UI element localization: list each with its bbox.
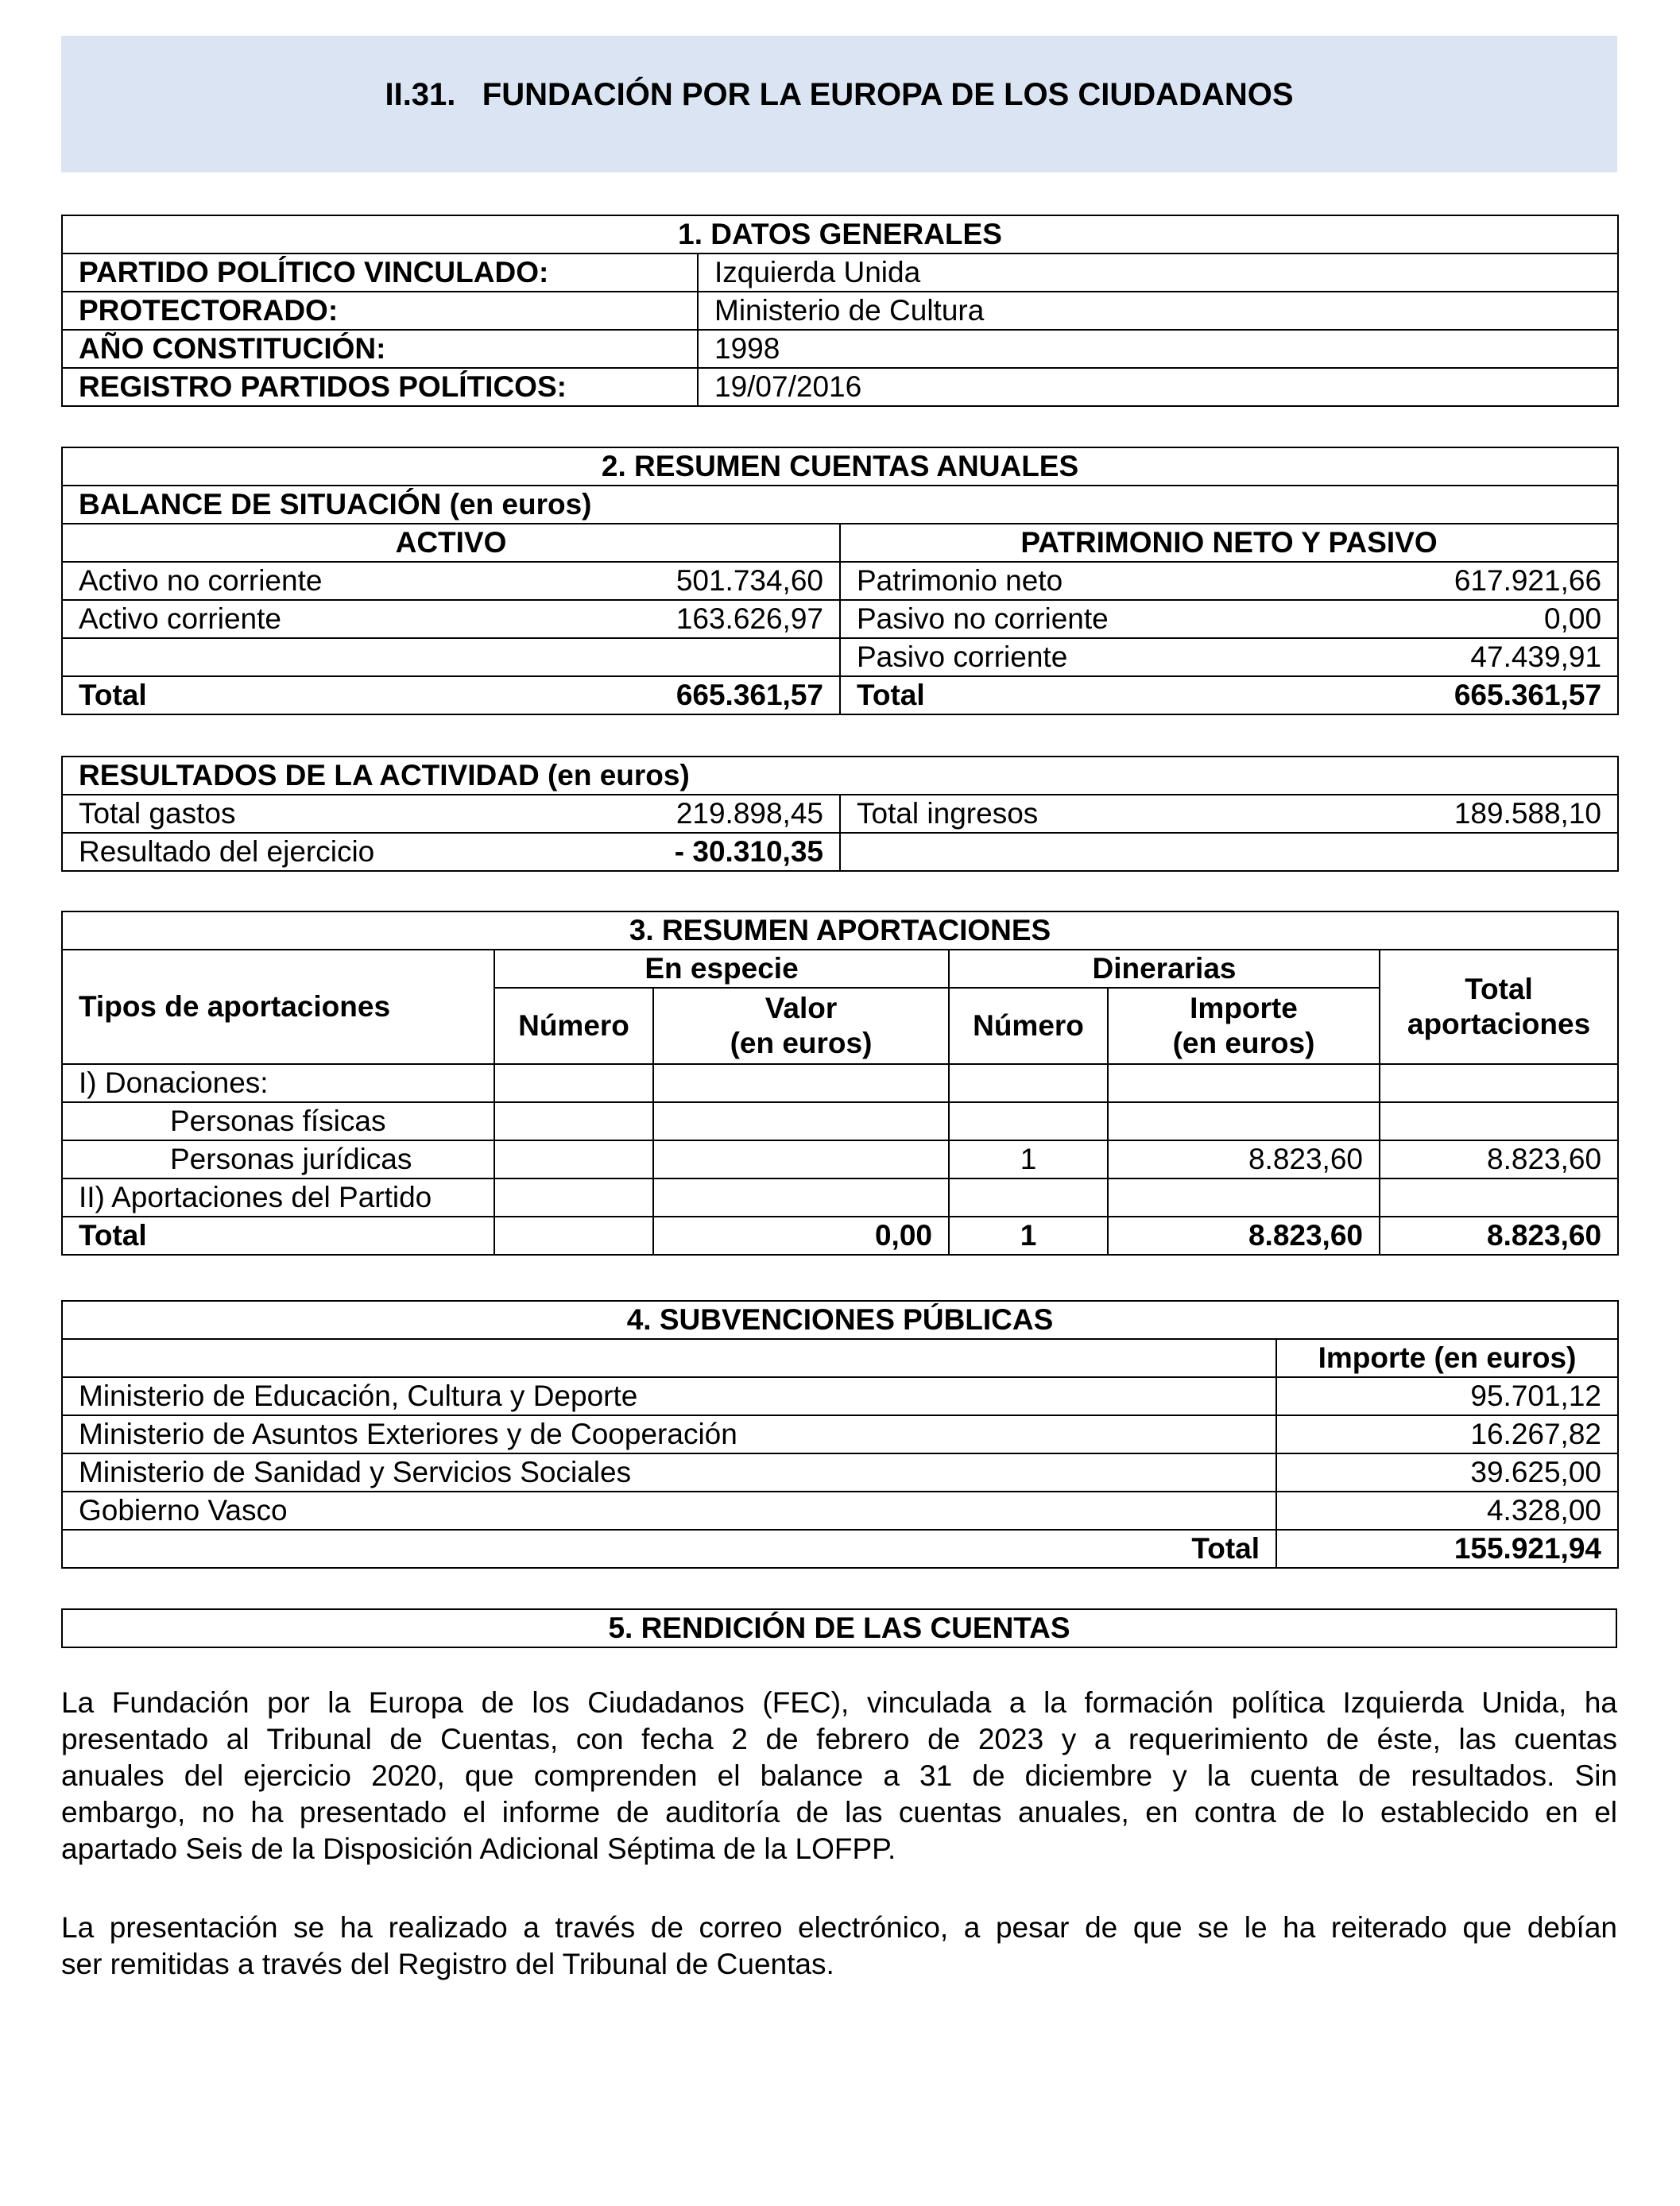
table-row — [62, 1140, 1618, 1178]
entidad-label: Ministerio de Asuntos Exteriores y de Cooperación — [62, 1415, 1276, 1453]
activo-label: Activo no corriente — [62, 562, 646, 600]
importe-value: 16.267,82 — [1276, 1415, 1618, 1453]
rendicion-paragraph-1 — [61, 1685, 1617, 1867]
group-en-especie: En especie — [494, 950, 949, 988]
tipo-label: II) Aportaciones del Partido — [62, 1178, 494, 1217]
total-importe: 8.823,60 — [1108, 1217, 1380, 1255]
numero-especie — [494, 1140, 653, 1178]
table-row — [62, 638, 1618, 676]
aportaciones-table — [61, 911, 1619, 1256]
balance-section-heading: 2. RESUMEN CUENTAS ANUALES — [62, 447, 1618, 486]
table-row-total — [62, 1530, 1618, 1568]
pasivo-label: Pasivo corriente — [840, 638, 1388, 676]
total-valor: 0,00 — [653, 1217, 949, 1255]
importe — [1108, 1178, 1380, 1217]
table-row — [62, 562, 1618, 600]
tipo-label: I) Donaciones: — [62, 1064, 494, 1102]
paragraph-line: embargo, no ha presentado el informe de auditoría de las cuentas anuales, en contra de lo establecido en el — [61, 1796, 1617, 1829]
resultados-table — [61, 756, 1619, 872]
tipo-label: Personas físicas — [62, 1102, 494, 1140]
col-tipos-aportaciones: Tipos de aportaciones — [62, 950, 494, 1064]
col-importe-line1: Importe — [1190, 992, 1298, 1024]
col-importe — [1108, 988, 1380, 1064]
total-aportaciones — [1380, 1178, 1618, 1217]
subvenciones-heading: 4. SUBVENCIONES PÚBLICAS — [62, 1301, 1618, 1339]
empty-cell — [840, 833, 1618, 871]
pasivo-label: Patrimonio neto — [840, 562, 1388, 600]
ingresos-value: 189.588,10 — [1388, 795, 1618, 833]
table-row — [62, 1102, 1618, 1140]
ingresos-label: Total ingresos — [840, 795, 1388, 833]
activo-value: 501.734,60 — [646, 562, 840, 600]
numero-dinerarias — [949, 1178, 1108, 1217]
col-valor-line2: (en euros) — [730, 1027, 873, 1059]
pasivo-header: PATRIMONIO NETO Y PASIVO — [840, 524, 1618, 562]
row-value: 19/07/2016 — [698, 368, 1618, 406]
group-dinerarias: Dinerarias — [949, 950, 1380, 988]
table-row — [62, 1064, 1618, 1102]
importe-value: 39.625,00 — [1276, 1453, 1618, 1492]
col-total-aportaciones — [1380, 950, 1618, 1064]
paragraph-line: anuales del ejercicio 2020, que comprenden el balance a 31 de diciembre y la cuenta de resultados. Sin — [61, 1759, 1617, 1792]
activo-total-value: 665.361,57 — [646, 676, 840, 714]
table-row — [62, 368, 1618, 406]
pasivo-value: 617.921,66 — [1388, 562, 1618, 600]
activo-value — [646, 638, 840, 676]
paragraph-line: presentado al Tribunal de Cuentas, con fecha 2 de febrero de 2023 y a requerimiento de éste, las cuentas — [61, 1723, 1617, 1755]
importe — [1108, 1064, 1380, 1102]
page-title: II.31. FUNDACIÓN POR LA EUROPA DE LOS CIUDADANOS — [385, 77, 1294, 112]
rendicion-table — [61, 1608, 1617, 1648]
total-total-aportaciones: 8.823,60 — [1380, 1217, 1618, 1255]
table-row — [62, 1377, 1618, 1415]
importe-value: 4.328,00 — [1276, 1492, 1618, 1530]
row-label: PROTECTORADO: — [62, 292, 698, 330]
row-value: Ministerio de Cultura — [698, 292, 1618, 330]
paragraph-line: La Fundación por la Europa de los Ciudadanos (FEC), vinculada a la formación política Izquierda Unida, ha — [61, 1686, 1617, 1719]
total-numero-especie — [494, 1217, 653, 1255]
paragraph-line: ser remitidas a través del Registro del Tribunal de Cuentas. — [61, 1948, 834, 1980]
paragraph-line: apartado Seis de la Disposición Adicional Séptima de la LOFPP. — [61, 1833, 896, 1865]
table-row — [62, 1492, 1618, 1530]
valor — [653, 1178, 949, 1217]
resultado-label: Resultado del ejercicio — [62, 833, 634, 871]
activo-header: ACTIVO — [62, 524, 840, 562]
col-numero-especie: Número — [494, 988, 653, 1064]
aportaciones-heading: 3. RESUMEN APORTACIONES — [62, 911, 1618, 950]
numero-especie — [494, 1178, 653, 1217]
total-numero-dinerarias: 1 — [949, 1217, 1108, 1255]
table-row-total — [62, 676, 1618, 714]
col-numero-dinerarias: Número — [949, 988, 1108, 1064]
empty-cell — [62, 1339, 1276, 1377]
col-valor-line1: Valor — [765, 992, 838, 1024]
valor — [653, 1140, 949, 1178]
pasivo-total-label: Total — [840, 676, 1388, 714]
pasivo-value: 47.439,91 — [1388, 638, 1618, 676]
balance-subheading: BALANCE DE SITUACIÓN (en euros) — [62, 486, 1618, 524]
datos-generales-table — [61, 215, 1619, 407]
pasivo-value: 0,00 — [1388, 600, 1618, 638]
table-row — [62, 253, 1618, 292]
importe — [1108, 1102, 1380, 1140]
col-importe-euros: Importe (en euros) — [1276, 1339, 1618, 1377]
table-row-total — [62, 1217, 1618, 1255]
importe-value: 95.701,12 — [1276, 1377, 1618, 1415]
row-label: AÑO CONSTITUCIÓN: — [62, 330, 698, 368]
col-total-line1: Total — [1465, 973, 1533, 1005]
col-total-line2: aportaciones — [1407, 1008, 1591, 1040]
numero-especie — [494, 1064, 653, 1102]
datos-generales-heading: 1. DATOS GENERALES — [62, 215, 1618, 253]
numero-dinerarias — [949, 1064, 1108, 1102]
valor — [653, 1064, 949, 1102]
rendicion-paragraph-2 — [61, 1910, 1617, 1983]
numero-especie — [494, 1102, 653, 1140]
pasivo-total-value: 665.361,57 — [1388, 676, 1618, 714]
table-row — [62, 600, 1618, 638]
table-row — [62, 795, 1618, 833]
row-label: PARTIDO POLÍTICO VINCULADO: — [62, 253, 698, 292]
gastos-value: 219.898,45 — [634, 795, 840, 833]
numero-dinerarias: 1 — [949, 1140, 1108, 1178]
table-row — [62, 1453, 1618, 1492]
gastos-label: Total gastos — [62, 795, 634, 833]
table-row — [62, 1415, 1618, 1453]
section-banner — [61, 36, 1617, 172]
row-value: Izquierda Unida — [698, 253, 1618, 292]
total-aportaciones — [1380, 1064, 1618, 1102]
entidad-label: Ministerio de Sanidad y Servicios Sociales — [62, 1453, 1276, 1492]
subvenciones-total-value: 155.921,94 — [1276, 1530, 1618, 1568]
balance-table — [61, 447, 1619, 715]
importe: 8.823,60 — [1108, 1140, 1380, 1178]
total-aportaciones: 8.823,60 — [1380, 1140, 1618, 1178]
total-aportaciones — [1380, 1102, 1618, 1140]
activo-total-label: Total — [62, 676, 646, 714]
table-row — [62, 1178, 1618, 1217]
col-importe-line2: (en euros) — [1172, 1027, 1315, 1059]
resultados-heading: RESULTADOS DE LA ACTIVIDAD (en euros) — [62, 757, 1618, 795]
pasivo-label: Pasivo no corriente — [840, 600, 1388, 638]
entidad-label: Ministerio de Educación, Cultura y Deporte — [62, 1377, 1276, 1415]
valor — [653, 1102, 949, 1140]
activo-label — [62, 638, 646, 676]
total-label: Total — [62, 1217, 494, 1255]
activo-value: 163.626,97 — [646, 600, 840, 638]
table-row — [62, 292, 1618, 330]
resultado-value: - 30.310,35 — [634, 833, 840, 871]
subvenciones-table — [61, 1300, 1619, 1569]
paragraph-line: La presentación se ha realizado a través de correo electrónico, a pesar de que se le ha reiterado que debían — [61, 1911, 1617, 1944]
entidad-label: Gobierno Vasco — [62, 1492, 1276, 1530]
row-value: 1998 — [698, 330, 1618, 368]
activo-label: Activo corriente — [62, 600, 646, 638]
tipo-label: Personas jurídicas — [62, 1140, 494, 1178]
table-row — [62, 833, 1618, 871]
rendicion-heading: 5. RENDICIÓN DE LAS CUENTAS — [62, 1609, 1616, 1647]
table-row — [62, 330, 1618, 368]
subvenciones-total-label: Total — [62, 1530, 1276, 1568]
row-label: REGISTRO PARTIDOS POLÍTICOS: — [62, 368, 698, 406]
col-valor — [653, 988, 949, 1064]
numero-dinerarias — [949, 1102, 1108, 1140]
